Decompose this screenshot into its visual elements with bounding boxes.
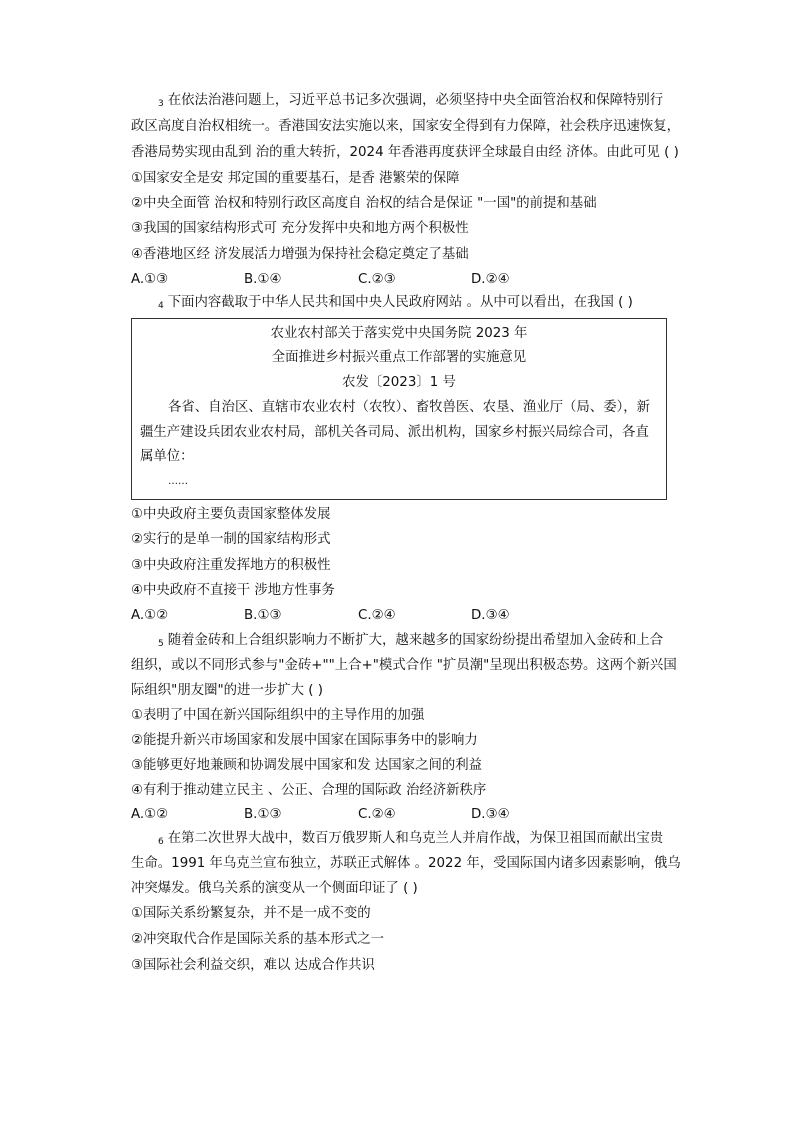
q4-option-d: D.③④ xyxy=(471,608,510,623)
q4-option-c: C.②④ xyxy=(358,608,396,623)
q5-stem-line-1: 5 随着金砖和上合组织影响力不断扩大，越来越多的国家纷纷提出希望加入金砖和上合 xyxy=(158,633,664,649)
q5-number: 5 xyxy=(158,639,164,649)
q3-statement-3: ③我国的国家结构形式可 充分发挥中央和地方两个积极性 xyxy=(131,221,469,236)
excerpt-body-line-2: 疆生产建设兵团农业农村局，部机关各司局、派出机构，国家乡村振兴局综合司，各直 xyxy=(140,425,649,440)
q5-stem-line-2: 组织，或以不同形式参与"金砖+""上合+"模式合作 "扩员潮"呈现出积极态势。这两个新兴国 xyxy=(131,658,677,673)
q3-statement-4: ④香港地区经 济发展活力增强为保持社会稳定奠定了基础 xyxy=(131,247,469,262)
q3-stem-line-3: 香港局势实现由乱到 治的重大转折，2024 年香港再度获评全球最自由经 济体。由此可见 ( ) xyxy=(131,145,679,160)
excerpt-body-line-1: 各省、自治区、直辖市农业农村（农牧）、畜牧兽医、农垦、渔业厅（局、委），新 xyxy=(168,400,651,415)
q3-stem-line-1: 3 在依法治港问题上，习近平总书记多次强调，必须坚持中央全面管治权和保障特别行 xyxy=(158,93,664,109)
excerpt-body-line-3: 属单位： xyxy=(140,449,194,464)
q4-option-a: A.①② xyxy=(131,608,169,623)
q3-options xyxy=(131,271,691,289)
q5-option-b: B.①③ xyxy=(244,807,282,822)
q5-options xyxy=(131,806,691,824)
q6-statement-2: ②冲突取代合作是国际关系的基本形式之一 xyxy=(131,932,385,947)
excerpt-title-line-2: 全面推进乡村振兴重点工作部署的实施意见 xyxy=(271,350,527,365)
q4-option-b: B.①③ xyxy=(244,608,282,623)
q5-option-c: C.②④ xyxy=(358,807,396,822)
q6-stem-line-3: 冲突爆发。俄乌关系的演变从一个侧面印证了 ( ) xyxy=(131,881,418,896)
q5-statement-3: ③能够更好地兼顾和协调发展中国家和发 达国家之间的利益 xyxy=(131,758,483,773)
excerpt-title-line-1: 农业农村部关于落实党中央国务院 2023 年 xyxy=(270,326,528,341)
q5-option-a: A.①② xyxy=(131,807,169,822)
q3-stem-line-2: 政区高度自治权相统一。香港国安法实施以来，国家安全得到有力保障，社会秩序迅速恢复， xyxy=(131,119,681,134)
q4-statement-2: ②实行的是单一制的国家结构形式 xyxy=(131,532,331,547)
q3-option-d: D.②④ xyxy=(471,272,510,287)
excerpt-ellipsis: …… xyxy=(168,476,188,487)
q3-statement-2: ②中央全面管 治权和特别行政区高度自 治权的结合是保证 "一国"的前提和基础 xyxy=(131,196,597,211)
q6-statement-1: ①国际关系纷繁复杂，并不是一成不变的 xyxy=(131,906,371,921)
q6-stem-line-2: 生命。1991 年乌克兰宣布独立，苏联正式解体 。2022 年，受国际国内诸多因素影响，俄乌 xyxy=(131,856,681,871)
q3-option-a: A.①③ xyxy=(131,272,169,287)
q4-excerpt-box xyxy=(131,318,667,500)
q4-stem: 4 下面内容截取于中华人民共和国中央人民政府网站 。从中可以看出，在我国 ( ) xyxy=(158,295,633,311)
q5-option-d: D.③④ xyxy=(471,807,510,822)
q4-options xyxy=(131,607,691,625)
q5-statement-2: ②能提升新兴市场国家和发展中国家在国际事务中的影响力 xyxy=(131,733,478,748)
q4-statement-1: ①中央政府主要负责国家整体发展 xyxy=(131,507,331,522)
q3-number: 3 xyxy=(158,99,164,109)
q5-statement-1: ①表明了中国在新兴国际组织中的主导作用的加强 xyxy=(131,708,425,723)
q6-number: 6 xyxy=(158,837,164,847)
q4-statement-3: ③中央政府注重发挥地方的积极性 xyxy=(131,558,331,573)
excerpt-doc-number: 农发〔2023〕1 号 xyxy=(342,375,456,390)
q3-option-c: C.②③ xyxy=(358,272,396,287)
q4-statement-4: ④中央政府不直接干 涉地方性事务 xyxy=(131,583,335,598)
q3-option-b: B.①④ xyxy=(244,272,282,287)
q5-stem-line-3: 际组织"朋友圈"的进一步扩大 ( ) xyxy=(131,683,323,698)
q6-statement-3: ③国际社会利益交织，难以 达成合作共识 xyxy=(131,958,375,973)
q3-statement-1: ①国家安全是安 邦定国的重要基石，是香 港繁荣的保障 xyxy=(131,171,460,186)
q4-number: 4 xyxy=(158,301,164,311)
q5-statement-4: ④有利于推动建立民主 、公正、合理的国际政 治经济新秩序 xyxy=(131,783,487,798)
q6-stem-line-1: 6 在第二次世界大战中，数百万俄罗斯人和乌克兰人并肩作战，为保卫祖国而献出宝贵 xyxy=(158,831,664,847)
